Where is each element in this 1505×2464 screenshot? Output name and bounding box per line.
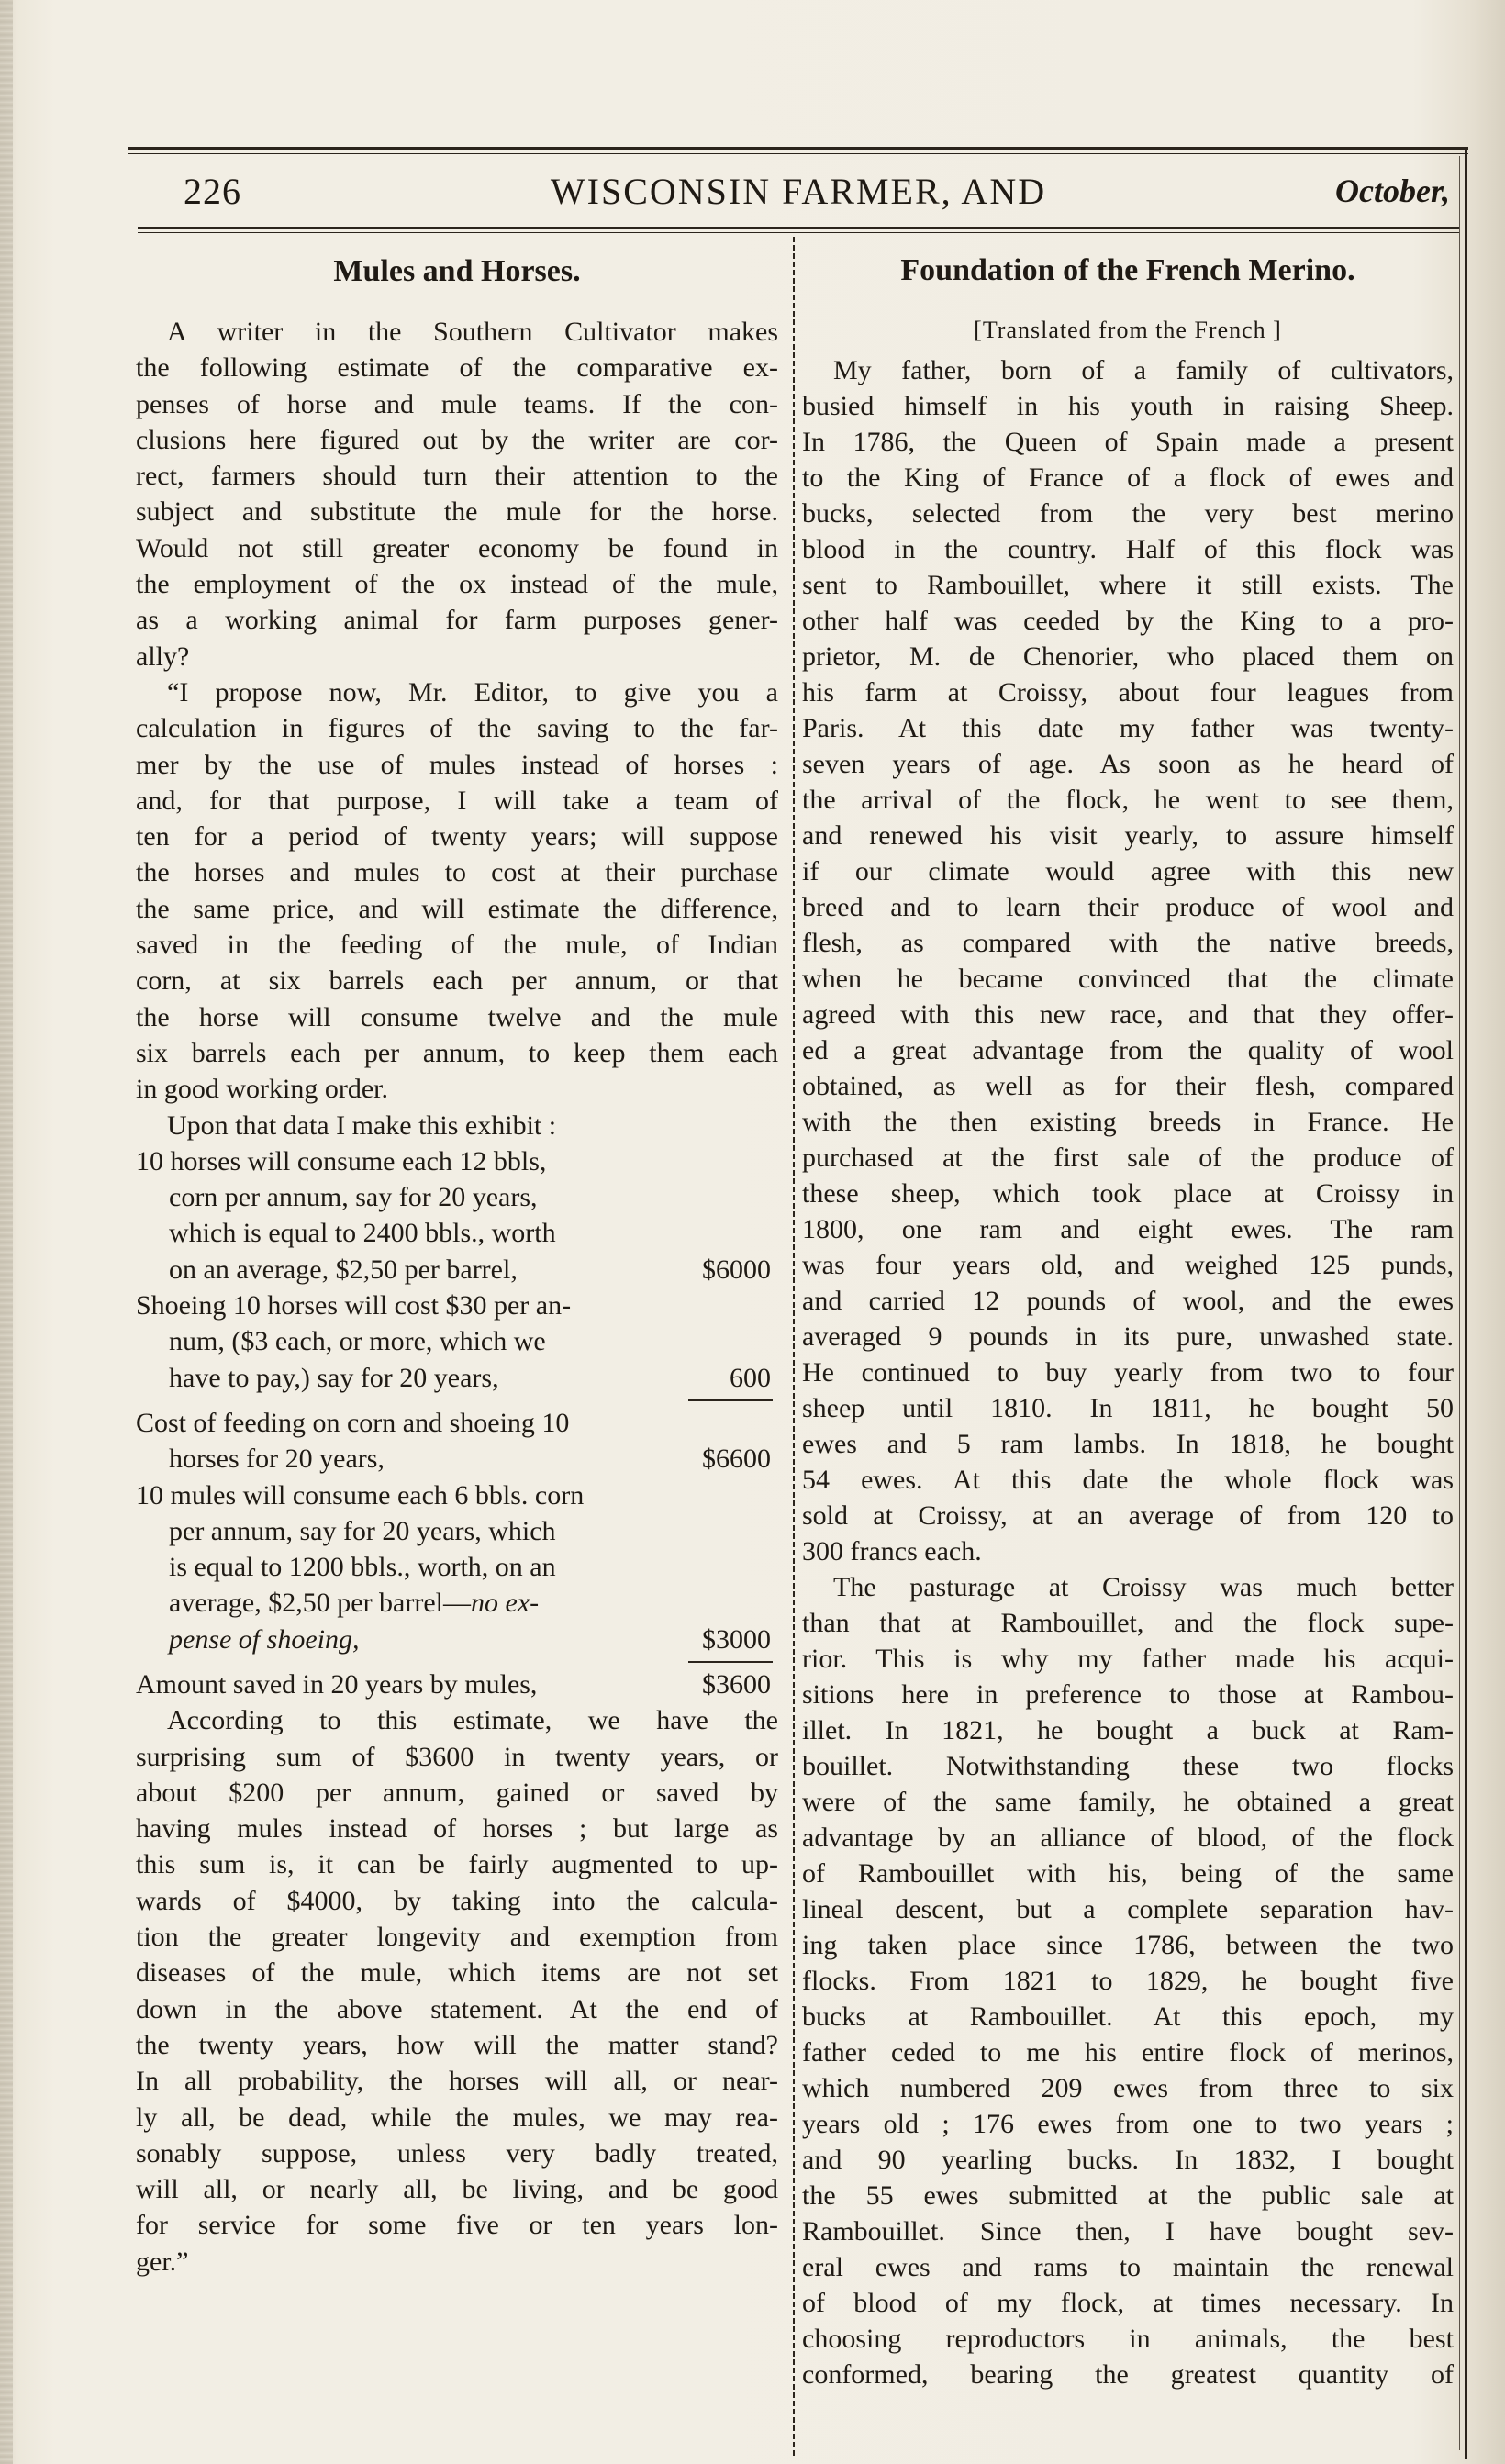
text-line: busied himself in his youth in raising Sheep.	[802, 391, 1454, 421]
text-line: sitions here in preference to those at Rambou-	[802, 1679, 1454, 1710]
text-line: other half was ceeded by the King to a pro-	[802, 606, 1454, 636]
text-line: flocks. From 1821 to 1829, he bought five	[802, 1966, 1454, 1996]
text-line: He continued to buy yearly from two to four	[802, 1357, 1454, 1388]
text-line: to the King of France of a flock of ewes and	[802, 463, 1454, 493]
header-rule	[138, 227, 1459, 229]
text-line: the horses and mules to cost at their purchase	[136, 857, 778, 888]
article-subtitle: [Translated from the French ]	[974, 317, 1282, 343]
text-line: down in the above statement. At the end of	[136, 1993, 778, 2024]
text-line: and carried 12 pounds of wool, and the ewes	[802, 1286, 1454, 1316]
text-line: bouillet. Notwithstanding these two flocks	[802, 1751, 1454, 1781]
text-line: choosing reproductors in animals, the best	[802, 2324, 1454, 2354]
text-line: My father, born of a family of cultivators,	[833, 355, 1454, 385]
text-line: The pasturage at Croissy was much better	[833, 1572, 1454, 1602]
table-row	[136, 1360, 778, 1396]
page-edge	[0, 0, 13, 2464]
text-line: will all, or nearly all, be living, and be good	[136, 2174, 778, 2205]
sum-rule	[136, 1657, 778, 1667]
text-line: with the then existing breeds in France. He	[802, 1107, 1454, 1137]
article-body	[136, 314, 778, 2280]
text-line: the 55 ewes submitted at the public sale at	[802, 2180, 1454, 2211]
text-line: 300 francs each.	[802, 1536, 982, 1566]
table-row-text: average, $2,50 per barrel—	[169, 1588, 472, 1619]
text-line: calculation in figures of the saving to the far-	[136, 713, 778, 744]
text-line: ly all, be dead, while the mules, we may rea-	[136, 2102, 778, 2133]
text-line: in good working order.	[136, 1074, 388, 1105]
right-rule-thin	[1459, 156, 1460, 2450]
text-line: In 1786, the Queen of Spain made a present	[802, 427, 1454, 457]
text-line: wards of $4000, by taking into the calcula-	[136, 1885, 778, 1916]
table-row-text: Amount saved in 20 years by mules,	[136, 1668, 538, 1700]
running-head: WISCONSIN FARMER, AND	[550, 171, 1047, 212]
text-line: as a working animal for farm purposes gener-	[136, 605, 778, 636]
table-row	[136, 1405, 778, 1441]
text-line: blood in the country. Half of this flock was	[802, 534, 1454, 564]
text-line: sheep until 1810. In 1811, he bought 50	[802, 1393, 1454, 1423]
header-rule-thin	[138, 232, 1459, 233]
text-line: the arrival of the flock, he went to see them,	[802, 785, 1454, 815]
text-line: ten for a period of twenty years; will suppose	[136, 821, 778, 853]
text-line: having mules instead of horses ; but large as	[136, 1813, 778, 1845]
article-title: Foundation of the French Merino.	[900, 253, 1355, 287]
table-amount: $6000	[702, 1254, 771, 1285]
text-line: rect, farmers should turn their attention to the	[136, 461, 778, 492]
text-line: ally?	[136, 641, 190, 672]
text-line: A writer in the Southern Cultivator makes	[167, 317, 778, 347]
text-line: of Rambouillet with his, being of the same	[802, 1858, 1454, 1889]
issue-month: October,	[1335, 173, 1450, 209]
text-line: ger.”	[136, 2246, 189, 2277]
text-line: sent to Rambouillet, where it still exists. The	[802, 570, 1454, 600]
table-row	[136, 1549, 778, 1585]
text-line: According to this estimate, we have the	[167, 1705, 778, 1736]
text-line: the twenty years, how will the matter stand?	[136, 2029, 778, 2060]
table-row-text: is equal to 1200 bbls., worth, on an	[169, 1552, 556, 1583]
italic-text: pense of shoeing,	[169, 1623, 360, 1655]
text-line: ed a great advantage from the quality of wool	[802, 1035, 1454, 1065]
table-amount: $3600	[702, 1668, 771, 1700]
text-line: tion the greater longevity and exemption from	[136, 1922, 778, 1953]
text-line: clusions here figured out by the writer are cor-	[136, 424, 778, 455]
text-line: seven years of age. As soon as he heard of	[802, 749, 1454, 779]
article-body	[802, 352, 1454, 2392]
text-line: saved in the feeding of the mule, of Indian	[136, 930, 778, 961]
text-line: and, for that purpose, I will take a team of	[136, 785, 778, 816]
article-title: Mules and Horses.	[333, 254, 581, 288]
left-column	[136, 237, 778, 2458]
table-row	[136, 1288, 778, 1323]
text-line: Paris. At this date my father was twenty-	[802, 713, 1454, 743]
text-line: sonably suppose, unless very badly treated,	[136, 2137, 778, 2169]
text-line: illet. In 1821, he bought a buck at Ram-	[802, 1715, 1454, 1745]
text-line: bucks at Rambouillet. At this epoch, my	[802, 2001, 1454, 2032]
right-column	[802, 237, 1454, 2458]
text-line: the employment of the ox instead of the mule,	[136, 569, 778, 600]
text-line: for service for some five or ten years lon-	[136, 2210, 778, 2241]
text-line: lineal descent, but a complete separation hav-	[802, 1894, 1454, 1924]
text-line: years old ; 176 ewes from one to two years ;	[802, 2109, 1454, 2139]
text-line: these sheep, which took place at Croissy in	[802, 1178, 1454, 1209]
text-line: 1800, one ram and eight ewes. The ram	[802, 1214, 1454, 1244]
text-line: about $200 per annum, gained or saved by	[136, 1777, 778, 1808]
table-row-text: Shoeing 10 horses will cost $30 per an-	[136, 1290, 572, 1321]
table-row	[136, 1477, 778, 1513]
text-line: advantage by an alliance of blood, of the flock	[802, 1823, 1454, 1853]
table-row	[136, 1179, 778, 1215]
text-line: when he became convinced that the climate	[802, 964, 1454, 994]
page-number: 226	[184, 171, 241, 212]
right-rule	[1465, 147, 1467, 2459]
table-row	[136, 1252, 778, 1288]
top-rule-thin	[128, 153, 1468, 154]
table-row	[136, 1585, 778, 1621]
table-row-text: 10 mules will consume each 6 bbls. corn	[136, 1479, 585, 1511]
text-line: the same price, and will estimate the difference,	[136, 893, 778, 924]
text-line: averaged 9 pounds in its pure, unwashed state.	[802, 1321, 1454, 1352]
table-row	[136, 1143, 778, 1179]
text-line: of blood of my flock, at times necessary. In	[802, 2288, 1454, 2318]
text-line: corn, at six barrels each per annum, or that	[136, 965, 778, 997]
text-line: In all probability, the horses will all, or near-	[136, 2066, 778, 2097]
table-row-text: corn per annum, say for 20 years,	[169, 1182, 538, 1213]
text-line: penses of horse and mule teams. If the con-	[136, 388, 778, 419]
text-line: “I propose now, Mr. Editor, to give you a	[167, 676, 778, 708]
text-line: six barrels each per annum, to keep them each	[136, 1037, 778, 1068]
text-line: Would not still greater economy be found in	[136, 532, 778, 563]
page-header	[138, 161, 1459, 227]
top-rule	[128, 147, 1468, 150]
text-line: eral ewes and rams to maintain the renewal	[802, 2252, 1454, 2282]
text-line: Upon that data I make this exhibit :	[167, 1109, 557, 1141]
text-line: ewes and 5 ram lambs. In 1818, he bought	[802, 1429, 1454, 1459]
text-line: and 90 yearling bucks. In 1832, I bought	[802, 2145, 1454, 2175]
column-divider	[793, 237, 795, 2458]
table-row-text: which is equal to 2400 bbls., worth	[169, 1218, 556, 1249]
text-line: flesh, as compared with the native breeds,	[802, 928, 1454, 958]
text-line: his farm at Croissy, about four leagues from	[802, 677, 1454, 708]
table-amount: $3000	[702, 1623, 771, 1655]
text-line: subject and substitute the mule for the horse.	[136, 496, 778, 528]
text-line: rior. This is why my father made his acqui-	[802, 1644, 1454, 1674]
text-line: breed and to learn their produce of wool and	[802, 892, 1454, 922]
text-line: purchased at the first sale of the produce of	[802, 1143, 1454, 1173]
table-row-text: horses for 20 years,	[169, 1444, 385, 1475]
table-amount: 600	[730, 1362, 771, 1393]
text-line: obtained, as well as for their flesh, compared	[802, 1071, 1454, 1101]
table-row-text: 10 horses will consume each 12 bbls,	[136, 1145, 547, 1176]
table-row	[136, 1513, 778, 1549]
text-line: father ceded to me his entire flock of merinos,	[802, 2037, 1454, 2068]
text-line: ing taken place since 1786, between the two	[802, 1930, 1454, 1960]
text-line: prietor, M. de Chenorier, who placed them on	[802, 641, 1454, 672]
text-line: if our climate would agree with this new	[802, 856, 1454, 886]
text-line: agreed with this new race, and that they offer-	[802, 999, 1454, 1030]
text-line: Rambouillet. Since then, I have bought sev-	[802, 2216, 1454, 2247]
text-line: were of the same family, he obtained a great	[802, 1787, 1454, 1817]
table-row	[136, 1441, 778, 1477]
text-line: the horse will consume twelve and the mule	[136, 1001, 778, 1032]
table-row-text: have to pay,) say for 20 years,	[169, 1362, 499, 1393]
text-line: sold at Croissy, at an average of from 120 to	[802, 1500, 1454, 1531]
table-row	[136, 1215, 778, 1251]
text-line: the following estimate of the comparative ex-	[136, 352, 778, 384]
table-row	[136, 1323, 778, 1359]
table-amount: $6600	[702, 1444, 771, 1475]
text-line: conformed, bearing the greatest quantity of	[802, 2359, 1454, 2390]
text-line: this sum is, it can be fairly augmented to up-	[136, 1849, 778, 1880]
text-line: than that at Rambouillet, and the flock supe-	[802, 1608, 1454, 1638]
text-line: mer by the use of mules instead of horses :	[136, 749, 778, 780]
text-line: and renewed his visit yearly, to assure himself	[802, 820, 1454, 851]
table-row-text: Cost of feeding on corn and shoeing 10	[136, 1407, 570, 1438]
table-row	[136, 1622, 778, 1657]
text-line: which numbered 209 ewes from three to six	[802, 2073, 1454, 2103]
italic-text: no ex-	[471, 1588, 540, 1619]
table-row	[136, 1667, 778, 1702]
table-row-text: num, ($3 each, or more, which we	[169, 1326, 546, 1357]
table-row-text: on an average, $2,50 per barrel,	[169, 1254, 518, 1285]
text-line: surprising sum of $3600 in twenty years, or	[136, 1741, 778, 1772]
text-line: bucks, selected from the very best merino	[802, 498, 1454, 529]
text-line: diseases of the mule, which items are not set	[136, 1957, 778, 1989]
text-line: 54 ewes. At this date the whole flock was	[802, 1465, 1454, 1495]
text-line: was four years old, and weighed 125 punds,	[802, 1250, 1454, 1280]
table-row-text: per annum, say for 20 years, which	[169, 1515, 556, 1546]
sum-rule	[136, 1396, 778, 1405]
